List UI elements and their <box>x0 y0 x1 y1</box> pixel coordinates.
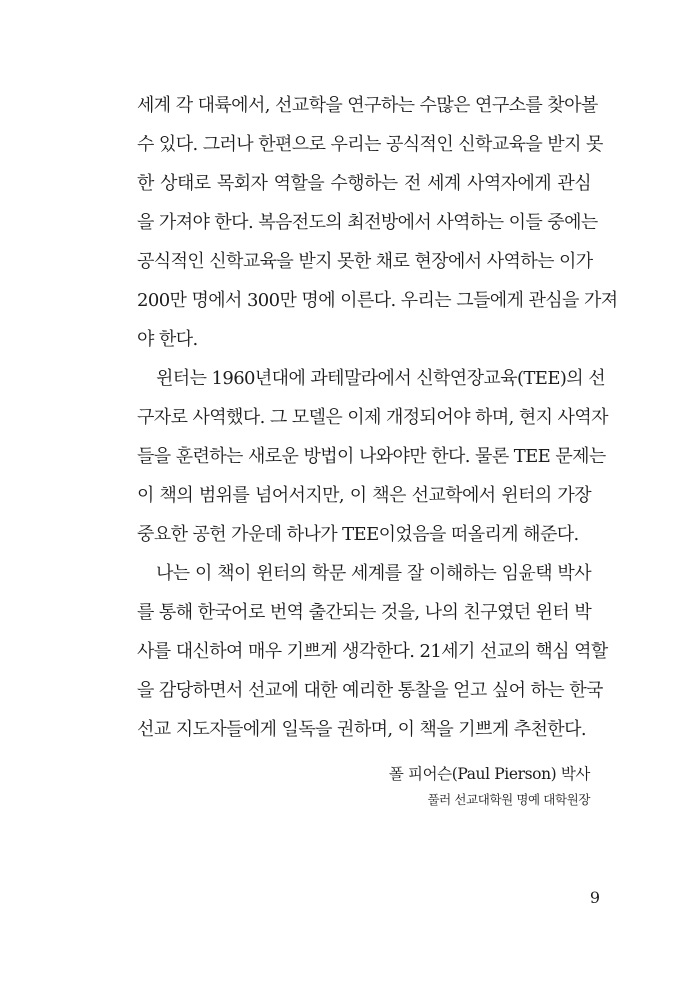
body-line: 한 상태로 목회자 역할을 수행하는 전 세계 사역자에게 관심 <box>137 173 591 194</box>
body-line: 공식적인 신학교육을 받지 못한 채로 현장에서 사역하는 이가 <box>137 251 593 272</box>
body-line: 선교 지도자들에게 일독을 권하며, 이 책을 기쁘게 추천한다. <box>137 719 587 740</box>
body-line: 200만 명에서 300만 명에 이른다. 우리는 그들에게 관심을 가져 <box>137 290 618 311</box>
body-line: 을 가져야 한다. 복음전도의 최전방에서 사역하는 이들 중에는 <box>137 212 598 233</box>
body-line: 중요한 공헌 가운데 하나가 TEE이었음을 떠올리게 해준다. <box>137 524 579 545</box>
body-line: 을 감당하면서 선교에 대한 예리한 통찰을 얻고 싶어 하는 한국 <box>137 680 603 701</box>
body-line: 세계 각 대륙에서, 선교학을 연구하는 수많은 연구소를 찾아볼 <box>137 95 598 116</box>
page-number: 9 <box>589 888 600 907</box>
author-signature-title: 풀러 선교대학원 명예 대학원장 <box>427 792 590 807</box>
body-line: 를 통해 한국어로 번역 출간되는 것을, 나의 친구였던 윈터 박 <box>137 602 592 623</box>
body-line: 들을 훈련하는 새로운 방법이 나와야만 한다. 물론 TEE 문제는 <box>137 446 606 467</box>
body-line: 구자로 사역했다. 그 모델은 이제 개정되어야 하며, 현지 사역자 <box>137 407 608 428</box>
body-line: 사를 대신하여 매우 기쁘게 생각한다. 21세기 선교의 핵심 역할 <box>137 641 608 662</box>
body-line: 윈터는 1960년대에 과테말라에서 신학연장교육(TEE)의 선 <box>156 368 605 389</box>
body-line: 나는 이 책이 윈터의 학문 세계를 잘 이해하는 임윤택 박사 <box>156 563 591 584</box>
author-signature-name: 폴 피어슨(Paul Pierson) 박사 <box>388 765 590 783</box>
body-line: 이 책의 범위를 넘어서지만, 이 책은 선교학에서 윈터의 가장 <box>137 485 591 506</box>
body-line: 수 있다. 그러나 한편으로 우리는 공식적인 신학교육을 받지 못 <box>137 134 603 155</box>
body-line: 야 한다. <box>137 329 198 350</box>
